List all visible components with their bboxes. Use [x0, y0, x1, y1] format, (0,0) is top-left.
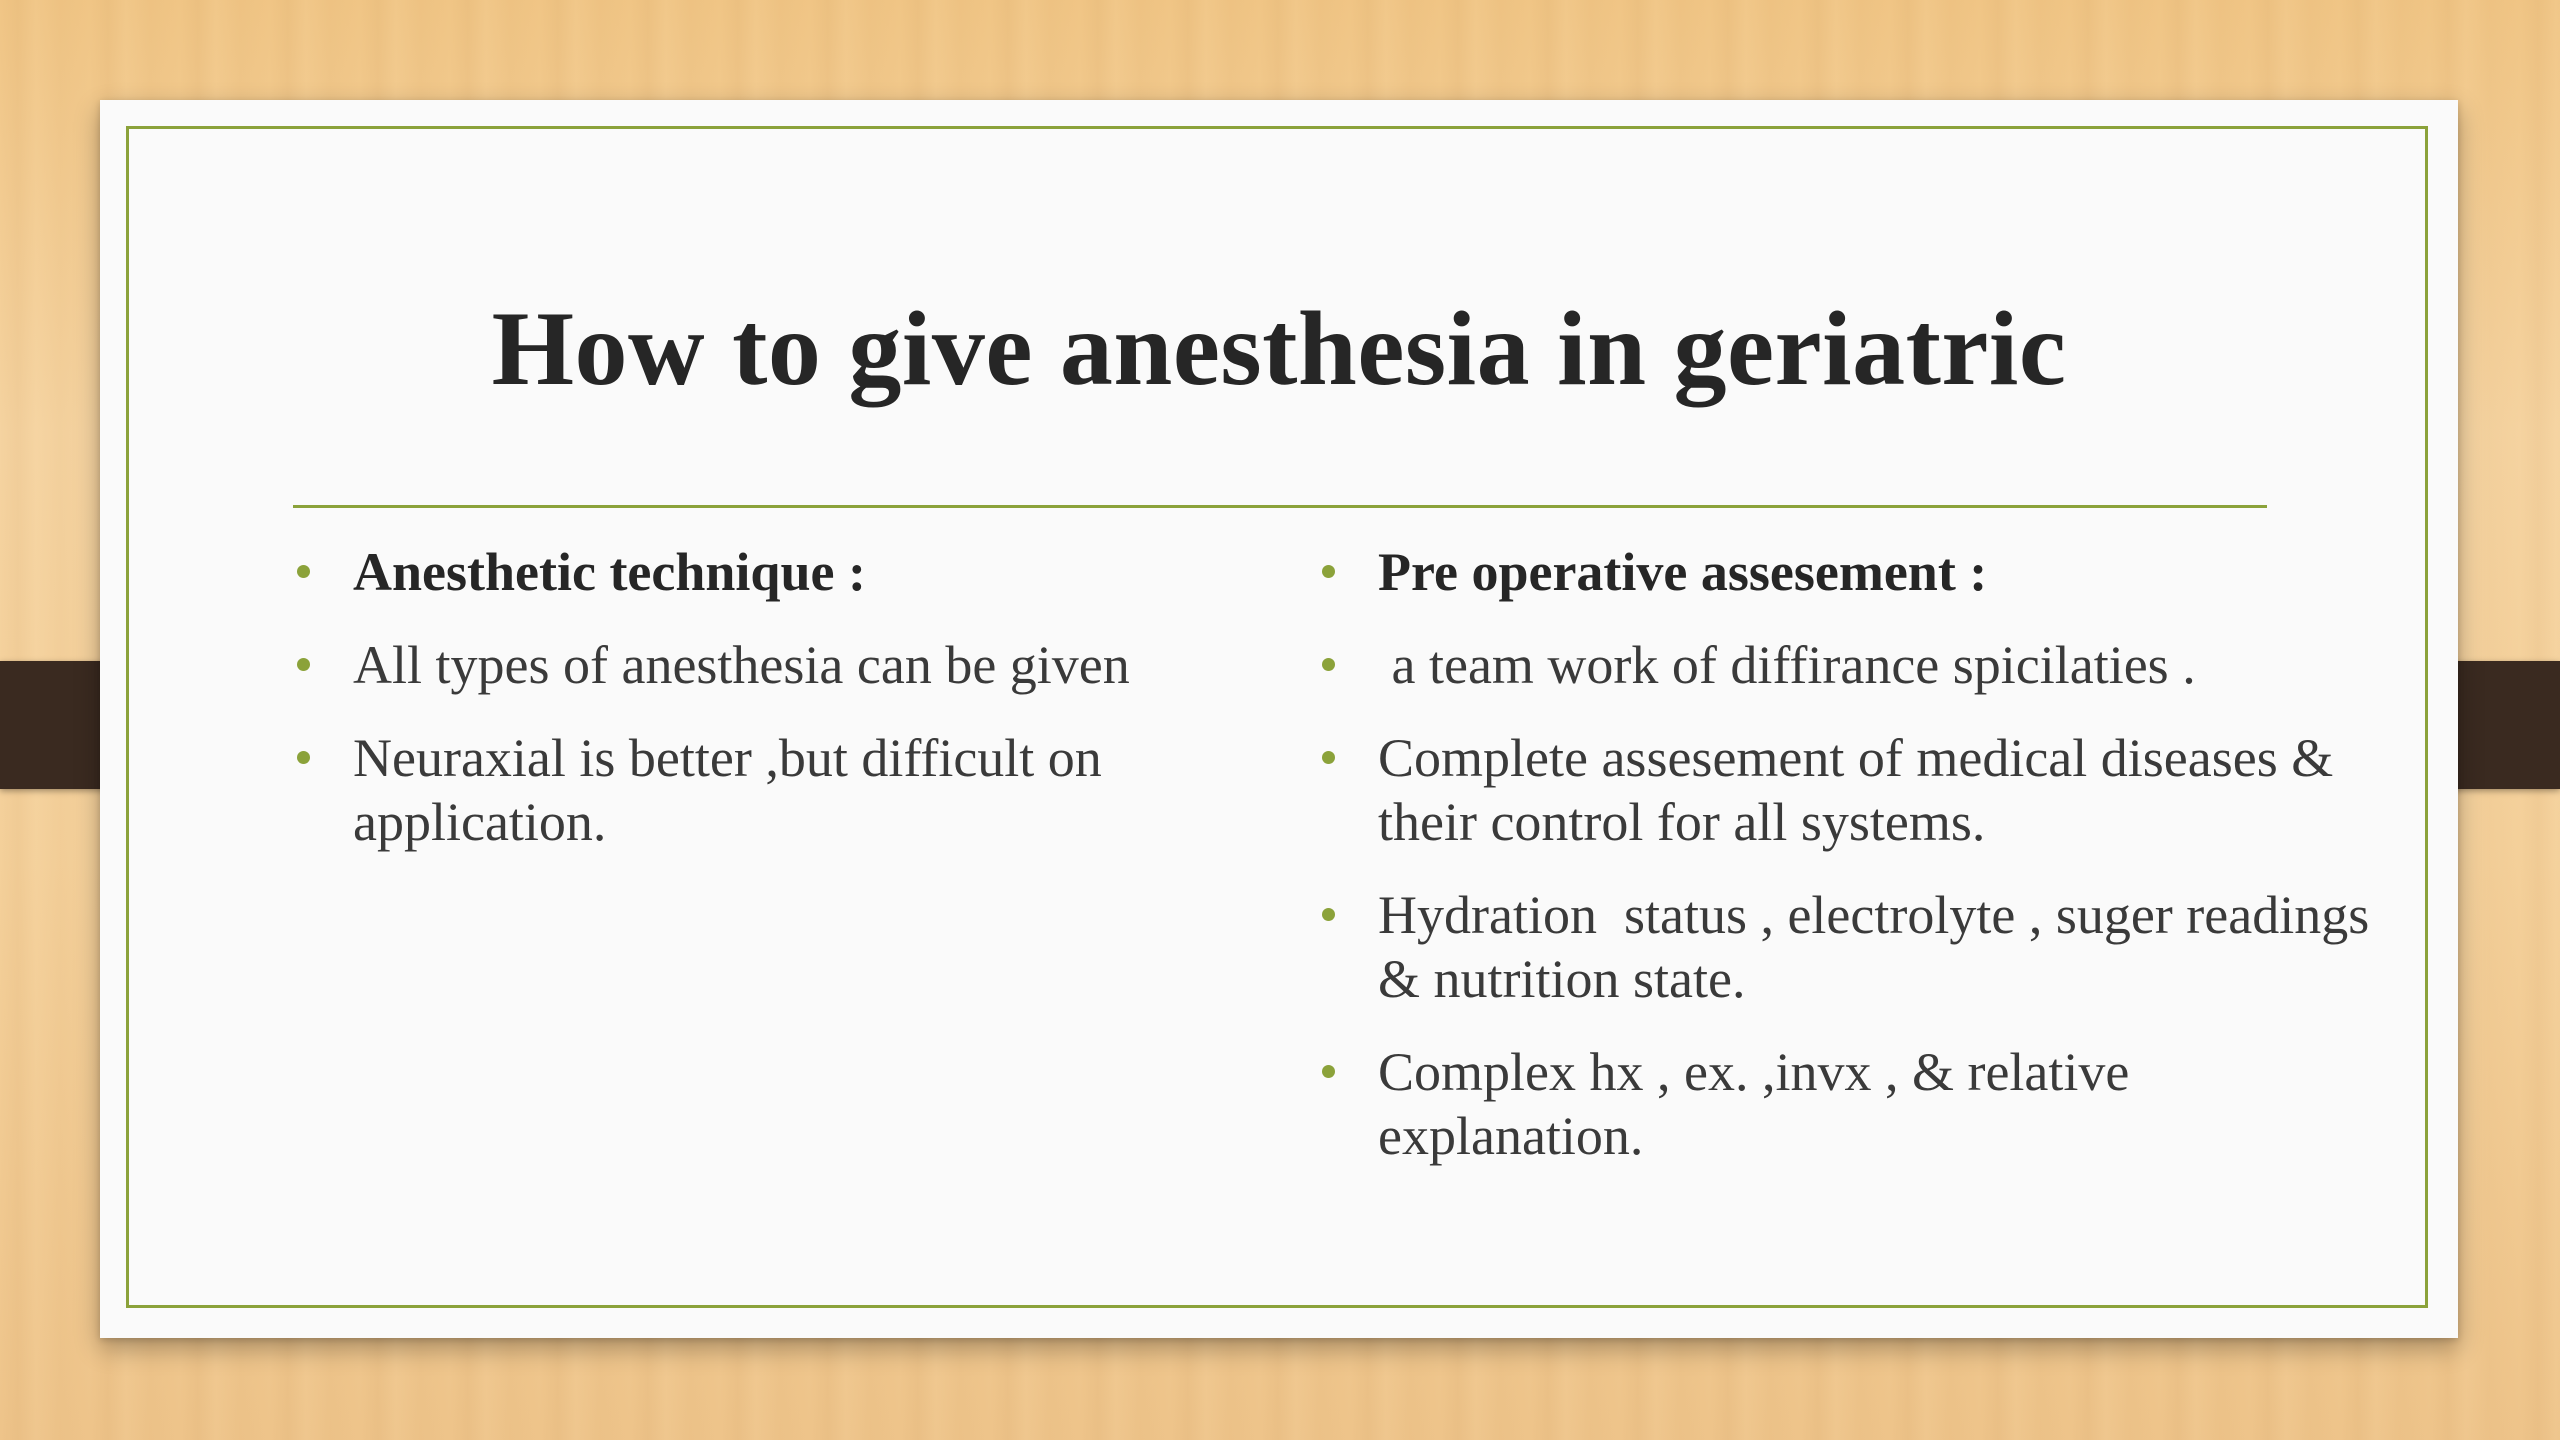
bullet-icon [1322, 1065, 1335, 1078]
list-item-text: All types of anesthesia can be given [353, 635, 1130, 695]
bullet-icon [1322, 751, 1335, 764]
bullet-icon [297, 658, 310, 671]
list-item [1318, 1040, 2378, 1168]
list-item-text: Complete assesement of medical diseases & their control for all systems. [1378, 728, 2334, 852]
slide-title: How to give anesthesia in geriatric [491, 290, 2067, 407]
slide [100, 100, 2458, 1338]
list-item-text: Anesthetic technique : [353, 542, 866, 602]
list-item [293, 540, 1253, 604]
list-item-text: Neuraxial is better ,but difficult on application. [353, 728, 1102, 852]
bullet-icon [1322, 908, 1335, 921]
left-column-list [293, 540, 1253, 883]
list-item [1318, 540, 2378, 604]
right-column-list [1318, 540, 2397, 1197]
list-item-text: a team work of diffirance spicilaties . [1378, 635, 2196, 695]
bullet-icon [297, 751, 310, 764]
list-item [1318, 726, 2378, 854]
title-divider [293, 505, 2267, 508]
list-item-text: Hydration status , electrolyte , suger readings & nutrition state. [1378, 885, 2397, 1009]
list-item [1318, 883, 2397, 1011]
bullet-icon [297, 565, 310, 578]
list-item [293, 633, 1253, 697]
list-item-text: Pre operative assesement : [1378, 542, 1988, 602]
list-item [293, 726, 1253, 854]
bullet-icon [1322, 658, 1335, 671]
bullet-icon [1322, 565, 1335, 578]
list-item [1318, 633, 2378, 697]
list-item-text: Complex hx , ex. ,invx , & relative explanation. [1378, 1042, 2130, 1166]
